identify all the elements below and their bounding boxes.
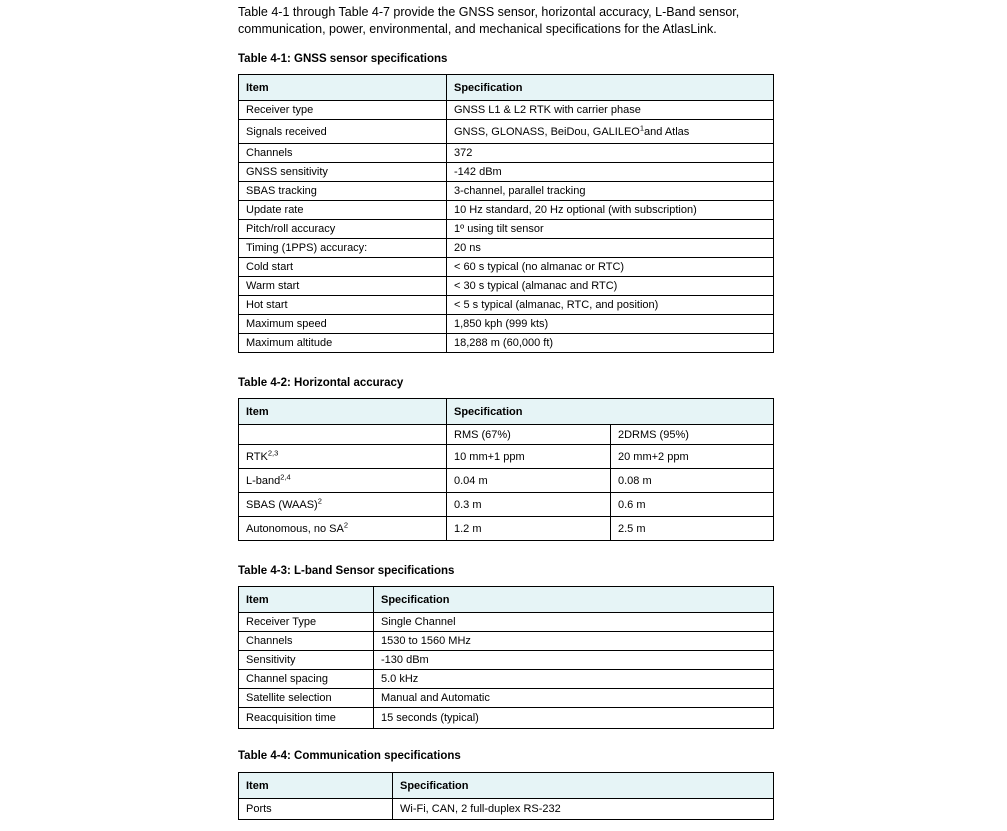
row-spec: GNSS L1 & L2 RTK with carrier phase: [447, 101, 774, 120]
table-row: [239, 315, 774, 334]
footnote-ref: 2: [343, 519, 349, 529]
table-row: [239, 120, 774, 144]
row-spec: < 30 s typical (almanac and RTC): [447, 277, 774, 296]
table-row: [239, 182, 774, 201]
subheader-row: [239, 425, 774, 445]
item-text: SBAS (WAAS): [246, 498, 318, 511]
table-row: [239, 799, 774, 820]
table-row: [239, 493, 774, 517]
spec-text: GNSS, GLONASS, BeiDou, GALILEO: [454, 125, 640, 138]
row-spec: 20 ns: [447, 239, 774, 258]
table-header-row: [239, 75, 774, 101]
row-rms: 0.3 m: [447, 493, 611, 517]
row-item: Maximum altitude: [239, 334, 447, 353]
table-row: [239, 101, 774, 120]
table-4-4-caption: Table 4-4: Communication specifications: [238, 750, 461, 762]
table-row: [239, 163, 774, 182]
subheader-2drms: 2DRMS (95%): [611, 425, 774, 445]
subheader-rms: RMS (67%): [447, 425, 611, 445]
table-4-1-caption: Table 4-1: GNSS sensor specifications: [238, 53, 448, 65]
row-spec: 372: [447, 144, 774, 163]
table-row: [239, 469, 774, 493]
table-header-row: [239, 399, 774, 425]
table-row: [239, 517, 774, 541]
table-4-2-horizontal-accuracy: [238, 398, 774, 541]
table-4-3-caption: Table 4-3: L-band Sensor specifications: [238, 565, 455, 577]
row-item: Update rate: [239, 201, 447, 220]
row-item: [239, 425, 447, 445]
row-2drms: 0.08 m: [611, 469, 774, 493]
row-item: Channels: [239, 632, 374, 651]
spec-text: and Atlas: [644, 125, 690, 138]
table-row: [239, 651, 774, 670]
table-row: [239, 632, 774, 651]
row-rms: 10 mm+1 ppm: [447, 445, 611, 469]
table-4-3-l-band-sensor: [238, 586, 774, 729]
row-spec: -142 dBm: [447, 163, 774, 182]
header-specification: Specification: [374, 587, 774, 613]
row-item: Maximum speed: [239, 315, 447, 334]
row-item: Receiver Type: [239, 613, 374, 632]
header-item: Item: [239, 773, 393, 799]
row-2drms: 0.6 m: [611, 493, 774, 517]
table-row: [239, 144, 774, 163]
header-specification: Specification: [447, 75, 774, 101]
footnote-ref: 2,4: [280, 471, 291, 481]
row-spec: 3-channel, parallel tracking: [447, 182, 774, 201]
table-row: [239, 296, 774, 315]
table-row: [239, 445, 774, 469]
footnote-ref: 1: [639, 122, 645, 132]
row-item: Channels: [239, 144, 447, 163]
row-spec: -130 dBm: [374, 651, 774, 670]
row-spec: < 60 s typical (no almanac or RTC): [447, 258, 774, 277]
header-item: Item: [239, 399, 447, 425]
table-4-1-gnss-sensor: [238, 74, 774, 353]
header-specification: Specification: [393, 773, 774, 799]
row-item: Sensitivity: [239, 651, 374, 670]
table-row: [239, 689, 774, 708]
row-2drms: 20 mm+2 ppm: [611, 445, 774, 469]
table-4-2-caption: Table 4-2: Horizontal accuracy: [238, 377, 404, 389]
row-item: Cold start: [239, 258, 447, 277]
row-item: Timing (1PPS) accuracy:: [239, 239, 447, 258]
row-item: Hot start: [239, 296, 447, 315]
table-row: [239, 334, 774, 353]
row-item: Channel spacing: [239, 670, 374, 689]
row-item: [239, 469, 447, 493]
table-row: [239, 708, 774, 729]
row-spec: 1530 to 1560 MHz: [374, 632, 774, 651]
row-item: GNSS sensitivity: [239, 163, 447, 182]
footnote-ref: 2,3: [267, 447, 279, 457]
table-row: [239, 239, 774, 258]
row-spec: < 5 s typical (almanac, RTC, and position): [447, 296, 774, 315]
row-spec: 18,288 m (60,000 ft): [447, 334, 774, 353]
row-item: [239, 493, 447, 517]
row-spec: 15 seconds (typical): [374, 708, 774, 729]
row-item: Ports: [239, 799, 393, 820]
item-text: Autonomous, no SA: [246, 522, 344, 535]
row-item: Warm start: [239, 277, 447, 296]
table-row: [239, 258, 774, 277]
item-text: L-band: [246, 474, 281, 487]
table-header-row: [239, 773, 774, 799]
row-2drms: 2.5 m: [611, 517, 774, 541]
row-item: Receiver type: [239, 101, 447, 120]
table-header-row: [239, 587, 774, 613]
table-4-4-communication: [238, 772, 774, 820]
row-spec: 1º using tilt sensor: [447, 220, 774, 239]
table-row: [239, 201, 774, 220]
header-item: Item: [239, 587, 374, 613]
row-spec: 1,850 kph (999 kts): [447, 315, 774, 334]
table-row: [239, 670, 774, 689]
row-spec: Wi-Fi, CAN, 2 full-duplex RS-232: [393, 799, 774, 820]
row-rms: 1.2 m: [447, 517, 611, 541]
table-row: [239, 277, 774, 296]
row-item: [239, 445, 447, 469]
row-item: Signals received: [239, 120, 447, 144]
row-item: Pitch/roll accuracy: [239, 220, 447, 239]
table-row: [239, 613, 774, 632]
row-item: [239, 517, 447, 541]
row-rms: 0.04 m: [447, 469, 611, 493]
header-specification: Specification: [447, 399, 774, 425]
row-spec: 10 Hz standard, 20 Hz optional (with subscription): [447, 201, 774, 220]
table-row: [239, 220, 774, 239]
row-spec: Manual and Automatic: [374, 689, 774, 708]
row-item: Reacquisition time: [239, 708, 374, 729]
footnote-ref: 2: [317, 495, 322, 505]
row-spec: Single Channel: [374, 613, 774, 632]
header-item: Item: [239, 75, 447, 101]
row-item: SBAS tracking: [239, 182, 447, 201]
intro-paragraph: Table 4-1 through Table 4-7 provide the GNSS sensor, horizontal accuracy, L-Band sensor, communication, power, environmental, and mechanical specifications for the AtlasLink.: [238, 5, 740, 36]
row-spec: [447, 120, 774, 144]
row-spec: 5.0 kHz: [374, 670, 774, 689]
item-text: RTK: [246, 450, 268, 463]
row-item: Satellite selection: [239, 689, 374, 708]
